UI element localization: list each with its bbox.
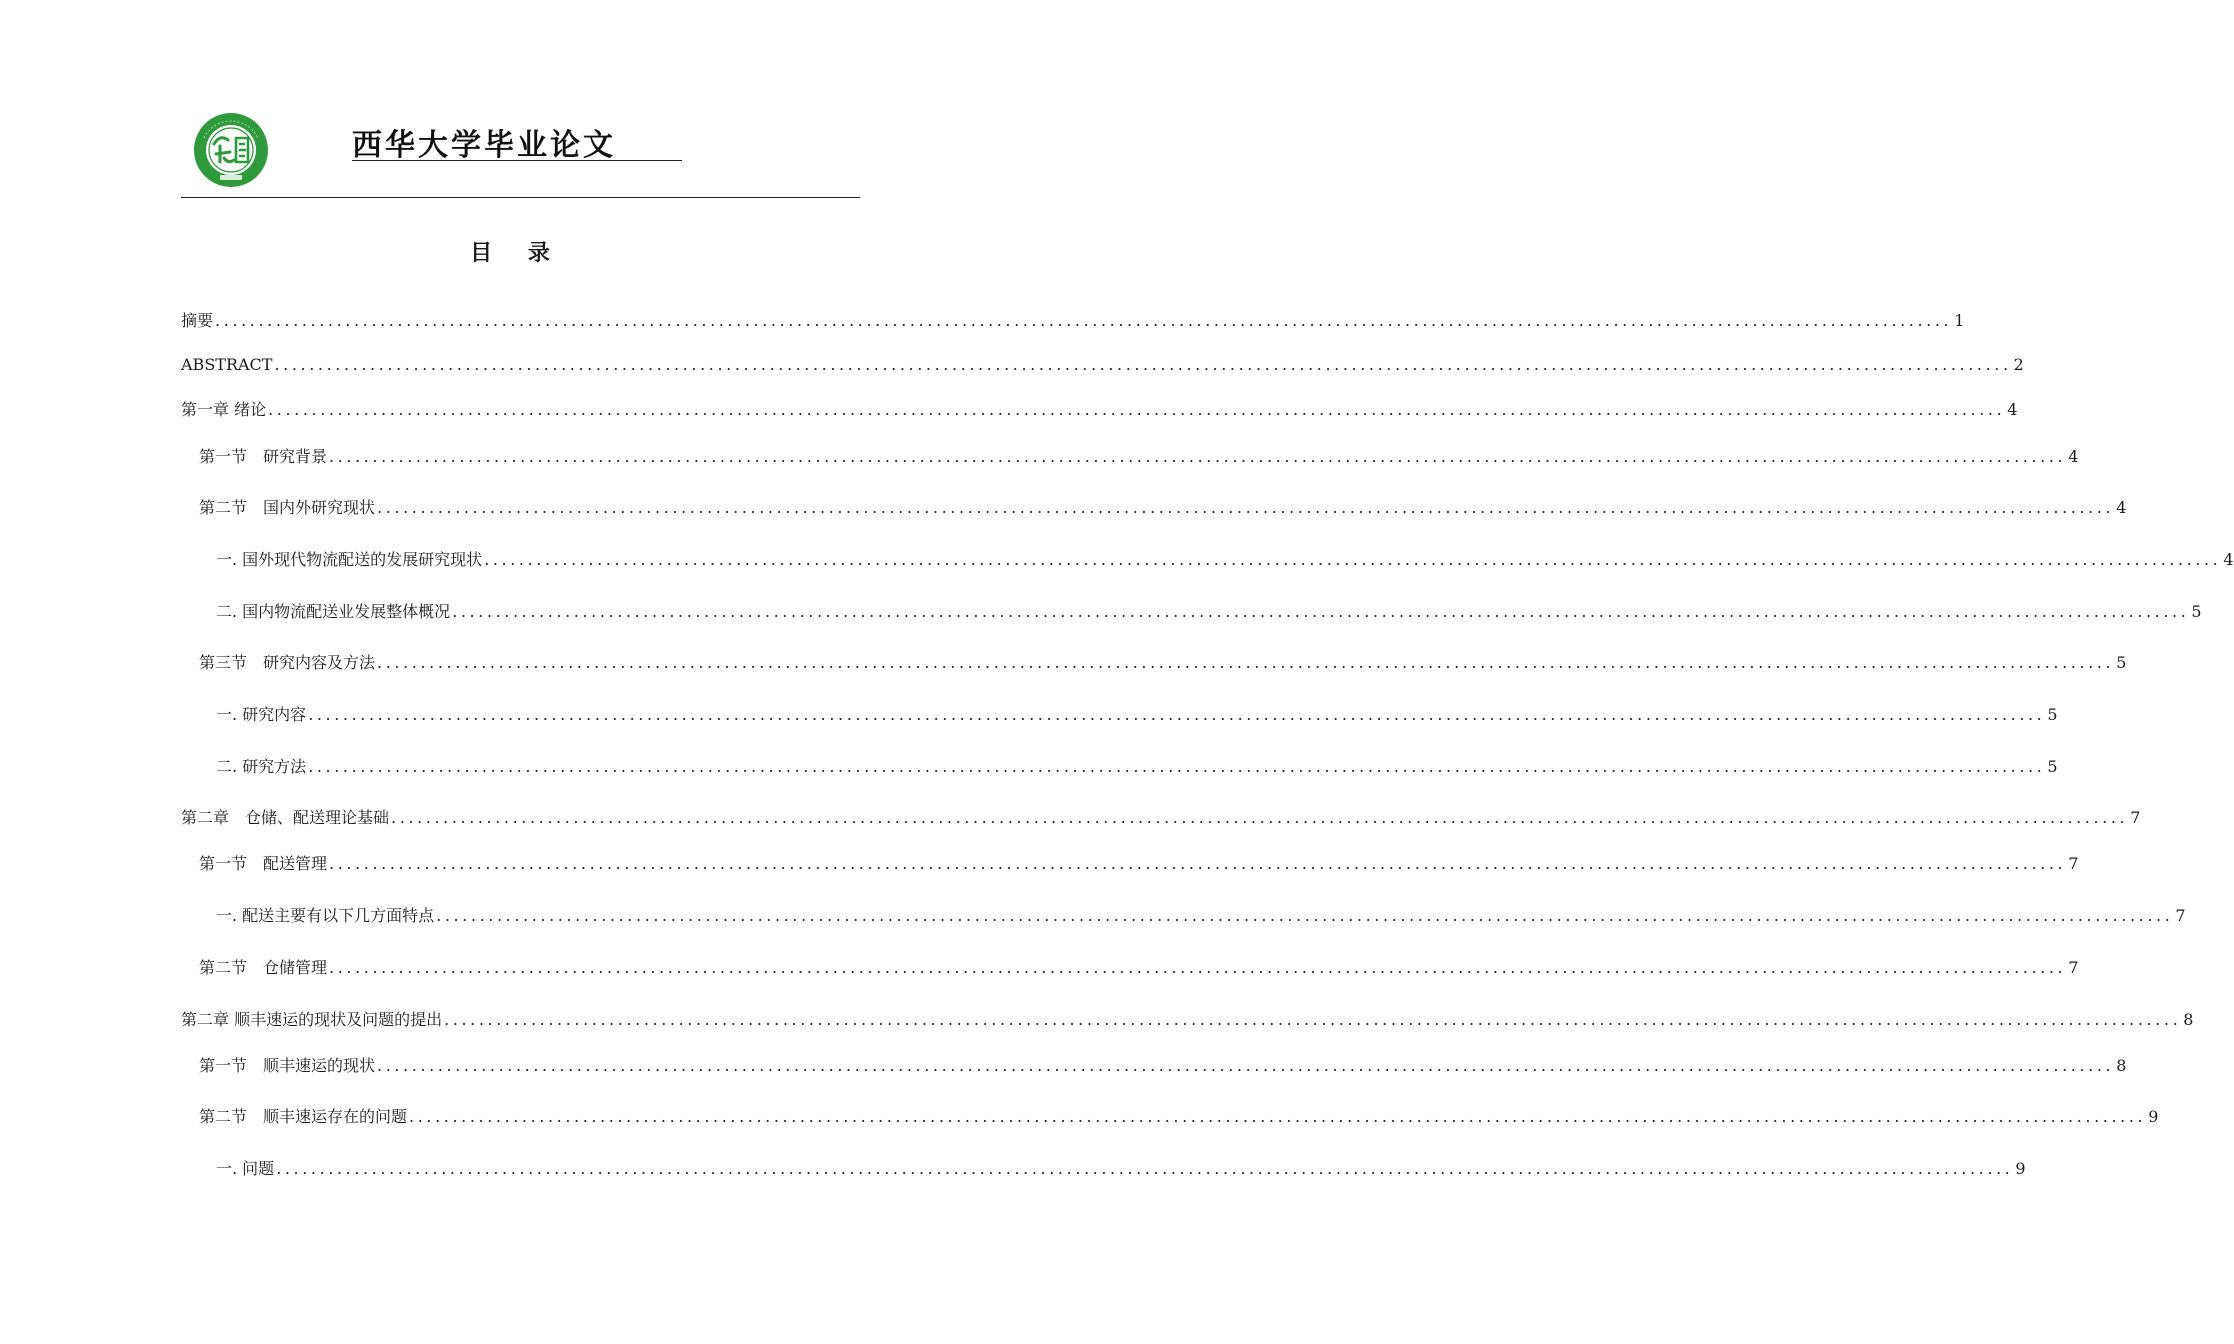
toc-page-number: 5 xyxy=(2191,602,2202,621)
toc-entry-label: 第三节 研究内容及方法 xyxy=(199,653,376,672)
toc-entry[interactable] xyxy=(181,398,2018,420)
toc-dot-leader: ........................................................................................................................................................................................................ xyxy=(215,311,1953,330)
toc-entry-label: 一. 研究内容 xyxy=(216,705,307,724)
toc-dot-leader: ........................................................................................................................................................................................................ xyxy=(329,447,2067,466)
toc-entry[interactable] xyxy=(199,445,2079,467)
toc-page-number: 7 xyxy=(2068,854,2079,873)
toc-dot-leader: ........................................................................................................................................................................................................ xyxy=(377,1056,2115,1075)
toc-entry-label: 一. 配送主要有以下几方面特点 xyxy=(216,906,435,925)
toc-page-number: 5 xyxy=(2047,757,2058,776)
toc-page-number: 7 xyxy=(2130,808,2141,827)
toc-dot-leader: ........................................................................................................................................................................................................ xyxy=(377,498,2115,517)
toc-dot-leader: ........................................................................................................................................................................................................ xyxy=(409,1107,2147,1126)
toc-entry[interactable] xyxy=(199,1054,2127,1076)
toc-entry-label: 第二节 顺丰速运存在的问题 xyxy=(199,1107,408,1126)
toc-entry-label: 第一节 研究背景 xyxy=(199,447,328,466)
toc-dot-leader: ........................................................................................................................................................................................................ xyxy=(308,757,2046,776)
toc-entry-label: 摘要 xyxy=(181,311,214,330)
toc-page-number: 4 xyxy=(2007,400,2018,419)
toc-page-number: 9 xyxy=(2015,1159,2026,1178)
toc-entry[interactable] xyxy=(181,309,1965,331)
toc-page-number: 5 xyxy=(2116,653,2127,672)
toc-dot-leader: ........................................................................................................................................................................................................ xyxy=(452,602,2190,621)
toc-dot-leader: ........................................................................................................................................................................................................ xyxy=(436,906,2174,925)
toc-entry-label: 一. 问题 xyxy=(216,1159,275,1178)
toc-entry[interactable] xyxy=(216,548,2234,570)
toc-entry[interactable] xyxy=(216,904,2186,926)
toc-dot-leader: ........................................................................................................................................................................................................ xyxy=(329,854,2067,873)
toc-page-number: 5 xyxy=(2047,705,2058,724)
toc-dot-leader: ........................................................................................................................................................................................................ xyxy=(391,808,2129,827)
toc-entry[interactable] xyxy=(199,651,2127,673)
header-rule xyxy=(181,197,860,198)
toc-dot-leader: ........................................................................................................................................................................................................ xyxy=(268,400,2006,419)
toc-page-number: 7 xyxy=(2175,906,2186,925)
toc-page-number: 1 xyxy=(1954,311,1965,330)
toc-dot-leader: ........................................................................................................................................................................................................ xyxy=(484,550,2222,569)
toc-entry[interactable] xyxy=(216,600,2202,622)
university-logo xyxy=(190,112,272,188)
toc-entry[interactable] xyxy=(216,1157,2026,1179)
toc-entry[interactable] xyxy=(199,496,2127,518)
toc-dot-leader: ........................................................................................................................................................................................................ xyxy=(276,1159,2014,1178)
toc-entry-label: 第二章 仓储、配送理论基础 xyxy=(181,808,390,827)
toc-entry[interactable] xyxy=(181,353,2024,375)
toc-dot-leader: ........................................................................................................................................................................................................ xyxy=(274,355,2012,374)
toc-entry[interactable] xyxy=(199,1105,2159,1127)
toc-dot-leader: ........................................................................................................................................................................................................ xyxy=(444,1010,2182,1029)
toc-entry[interactable] xyxy=(216,703,2058,725)
toc-page-number: 9 xyxy=(2148,1107,2159,1126)
toc-page-number: 4 xyxy=(2068,447,2079,466)
toc-page-number: 4 xyxy=(2116,498,2127,517)
toc-dot-leader: ........................................................................................................................................................................................................ xyxy=(308,705,2046,724)
toc-entry-label: 第二节 仓储管理 xyxy=(199,958,328,977)
toc-heading: 目 录 xyxy=(470,241,564,266)
toc-entry-label: 第一节 顺丰速运的现状 xyxy=(199,1056,376,1075)
toc-entry-label: 二. 研究方法 xyxy=(216,757,307,776)
toc-page-number: 7 xyxy=(2068,958,2079,977)
toc-entry-label: ABSTRACT xyxy=(181,355,273,374)
toc-page-number: 2 xyxy=(2013,355,2024,374)
toc-entry-label: 第一节 配送管理 xyxy=(199,854,328,873)
toc-entry-label: 一. 国外现代物流配送的发展研究现状 xyxy=(216,550,483,569)
toc-page-number: 8 xyxy=(2183,1010,2194,1029)
title-underline xyxy=(352,160,682,161)
toc-page-number: 4 xyxy=(2223,550,2234,569)
toc-entry[interactable] xyxy=(199,852,2079,874)
toc-entry-label: 第二节 国内外研究现状 xyxy=(199,498,376,517)
toc-entry[interactable] xyxy=(181,806,2141,828)
toc-dot-leader: ........................................................................................................................................................................................................ xyxy=(329,958,2067,977)
toc-page-number: 8 xyxy=(2116,1056,2127,1075)
toc-entry-label: 第二章 顺丰速运的现状及问题的提出 xyxy=(181,1010,443,1029)
toc-entry-label: 第一章 绪论 xyxy=(181,400,267,419)
toc-entry-label: 二. 国内物流配送业发展整体概况 xyxy=(216,602,451,621)
toc-entry[interactable] xyxy=(216,755,2058,777)
university-thesis-title: 西华大学毕业论文 xyxy=(352,128,616,163)
toc-dot-leader: ........................................................................................................................................................................................................ xyxy=(377,653,2115,672)
toc-entry[interactable] xyxy=(199,956,2079,978)
toc-entry[interactable] xyxy=(181,1008,2194,1030)
